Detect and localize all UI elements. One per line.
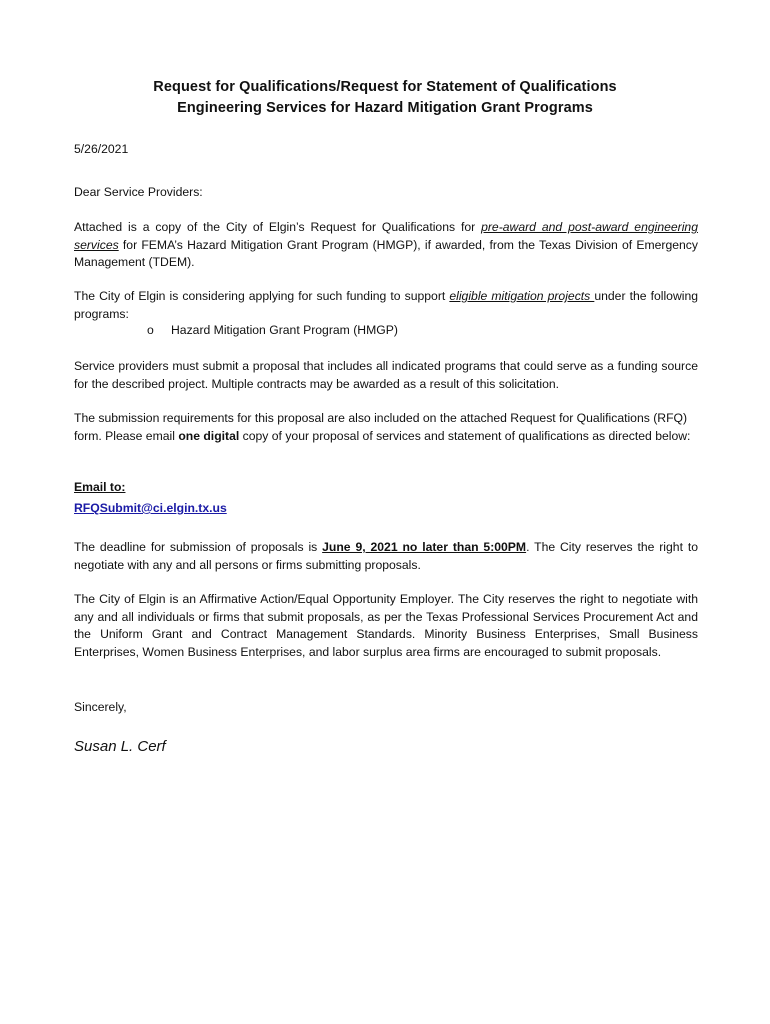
paragraph-text: The City of Elgin is considering applying for such funding to support	[74, 289, 450, 303]
engineering-services-link[interactable]: pre-award and post-award engineering services	[74, 220, 698, 252]
one-digital-emphasis: one digital	[178, 428, 240, 443]
paragraph-text: copy of your proposal of services and statement of qualifications as directed below:	[239, 428, 691, 443]
bullet-marker: o	[147, 323, 154, 337]
email-label: Email to:	[74, 480, 126, 494]
deadline-date: June 9, 2021 no later than 5:00PM	[322, 540, 527, 554]
document-date: 5/26/2021	[74, 142, 129, 156]
program-list-item	[147, 322, 398, 340]
paragraph-text: The submission requirements for this proposal are also included on the attached Request for Qualifications (RFQ) form. Please email	[74, 411, 688, 443]
paragraph-text: Attached is a copy of the City of Elgin’s Request for Qualifications for	[74, 220, 482, 234]
email-address-link[interactable]: RFQSubmit@ci.elgin.tx.us	[74, 501, 227, 515]
paragraph-text: for FEMA’s Hazard Mitigation Grant Program (HMGP), if awarded, from the Texas Division of Emergency Management (TDEM).	[74, 237, 698, 269]
paragraph-deadline	[74, 539, 698, 574]
signature: Susan L. Cerf	[74, 738, 166, 755]
eligible-projects-link[interactable]: eligible mitigation projects	[449, 289, 595, 303]
email-address-container	[74, 500, 698, 518]
paragraph-submission	[74, 410, 698, 445]
document-title-line-2: Engineering Services for Hazard Mitigation Grant Programs	[177, 100, 593, 116]
paragraph-equal-opportunity: The City of Elgin is an Affirmative Action/Equal Opportunity Employer. The City reserves the right to negotiate with any and all individuals or firms that submit proposals, as per the Texas Professional Services Procurement Act and the Uniform Grant and Contract Management Standards. Minority Business Enterprises, Small Business Enterprises, Women Business Enterprises, and labor surplus area firms are encouraged to submit proposals.	[74, 592, 698, 659]
salutation: Dear Service Providers:	[74, 185, 203, 199]
paragraph-attached-rfq	[74, 219, 698, 272]
document-title-line-1: Request for Qualifications/Request for Statement of Qualifications	[153, 79, 617, 95]
paragraph-text: The deadline for submission of proposals is	[74, 540, 323, 554]
paragraph-text: . The City reserves the right to negotiate with any and all persons or firms submitting proposals.	[74, 540, 698, 572]
paragraph-proposal-requirements: Service providers must submit a proposal that includes all indicated programs that could serve as a funding source for the described project. Multiple contracts may be awarded as a result of this solicitation.	[74, 359, 698, 391]
closing: Sincerely,	[74, 700, 127, 714]
paragraph-considering-funding	[74, 288, 698, 323]
program-name: Hazard Mitigation Grant Program (HMGP)	[171, 323, 398, 337]
paragraph-text: under the following programs:	[74, 289, 699, 321]
